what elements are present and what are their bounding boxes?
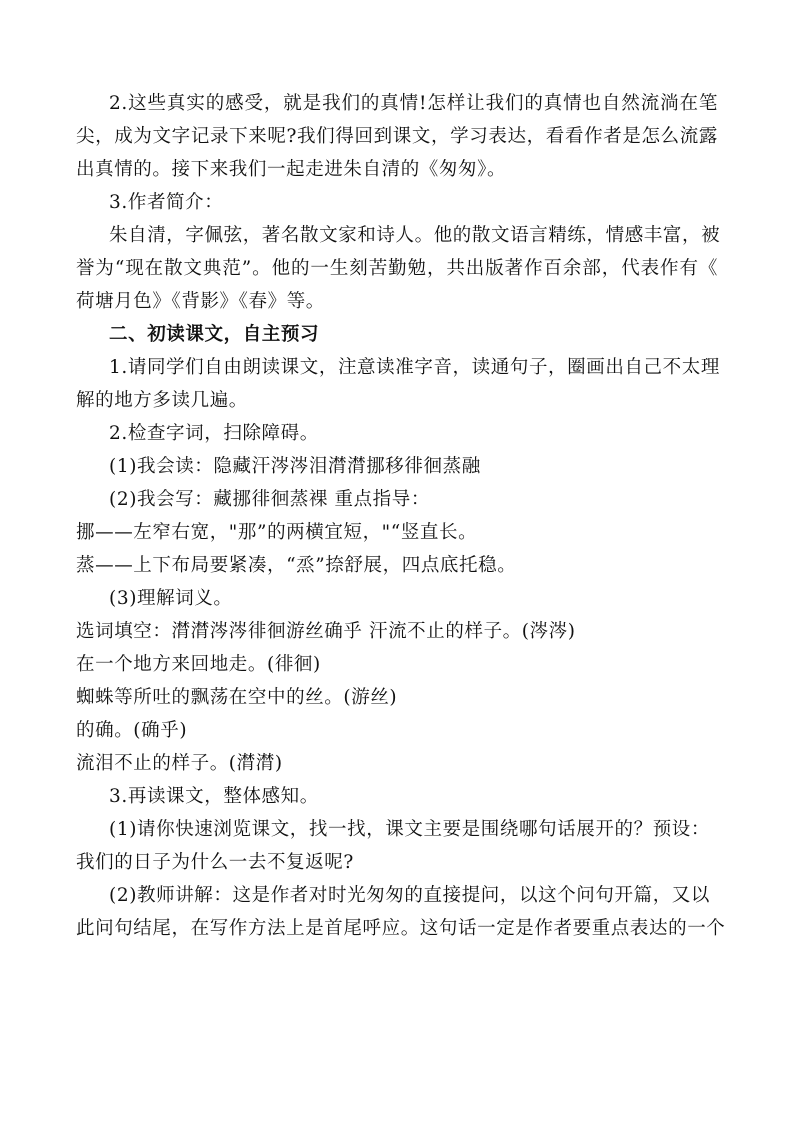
paragraph-line: 此问句结尾，在写作方法上是首尾呼应。这句话一定是作者要重点表达的一个: [76, 918, 726, 939]
paragraph-line: 挪——左窄右宽，"那”的两横宜短，"“竖直长。: [76, 522, 478, 543]
paragraph-line: (1)我会读：隐藏汗涔涔泪潸潸挪移徘徊蒸融: [109, 456, 481, 477]
paragraph-line: 的确。(确乎): [76, 720, 188, 741]
paragraph-line: 选词填空：潸潸涔涔徘徊游丝确乎 汗流不止的样子。(涔涔): [76, 621, 576, 642]
paragraph-line: 2.这些真实的感受，就是我们的真情!怎样让我们的真情也自然流淌在笔: [109, 93, 718, 114]
paragraph-line: (2)我会写：藏挪徘徊蒸裸 重点指导：: [109, 489, 430, 510]
paragraph-line: 我们的日子为什么一去不复返呢?: [76, 852, 354, 873]
paragraph-line: 尖，成为文字记录下来呢?我们得回到课文，学习表达，看看作者是怎么流露: [76, 126, 718, 147]
section-heading: 二、初读课文，自主预习: [109, 324, 320, 345]
paragraph-line: 在一个地方来回地走。(徘徊): [76, 654, 321, 675]
paragraph-line: 朱自清，字佩弦，著名散文家和诗人。他的散文语言精练，情感丰富，被: [109, 225, 721, 246]
paragraph-line: (3)理解词义。: [109, 588, 233, 609]
paragraph-line: 蒸——上下布局要紧凑，“烝”捺舒展，四点底托稳。: [76, 555, 517, 576]
paragraph-line: 誉为“现在散文典范”。他的一生刻苦勤勉，共出版著作百余部，代表作有《: [76, 258, 718, 279]
section-heading: 3.再读课文，整体感知。: [109, 786, 319, 807]
paragraph-line: 解的地方多读几遍。: [76, 390, 248, 411]
paragraph-line: 荷塘月色》《背影》《春》等。: [76, 291, 325, 312]
paragraph-line: 1.请同学们自由朗读课文，注意读准字音，读通句子，圈画出自己不太理: [109, 357, 720, 378]
paragraph-line: 流泪不止的样子。(潸潸): [76, 753, 283, 774]
paragraph-line: 出真情的。接下来我们一起走进朱自清的《匆匆》。: [76, 159, 507, 180]
section-heading: 3.作者简介：: [109, 192, 224, 213]
section-heading: 2.检查字词，扫除障碍。: [109, 423, 319, 444]
paragraph-line: 蜘蛛等所吐的飘荡在空中的丝。(游丝): [76, 687, 398, 708]
paragraph-line: (2)教师讲解：这是作者对时光匆匆的直接提问，以这个问句开篇，又以: [109, 885, 711, 906]
paragraph-line: (1)请你快速浏览课文，找一找，课文主要是围绕哪句话展开的？预设：: [109, 819, 711, 840]
